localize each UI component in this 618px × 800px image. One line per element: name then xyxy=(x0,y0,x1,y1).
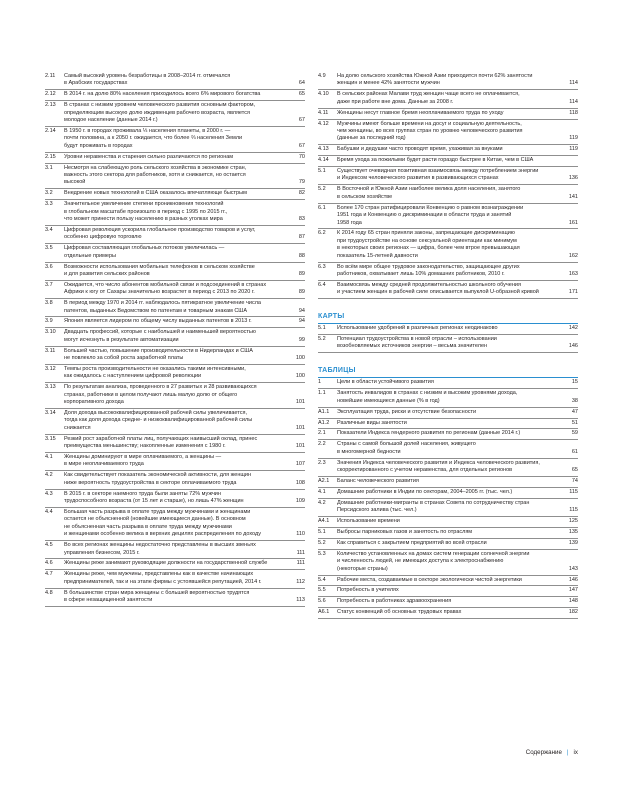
entry-title: Различные виды занятости xyxy=(337,419,407,426)
toc-entry xyxy=(318,90,578,108)
entry-number: 2.11 xyxy=(45,73,56,79)
entry-title: Потенциал трудоустройства в новой отрасли – использовании возобновляемых источников энергии – весьма значителен xyxy=(337,336,497,350)
entry-title: Статус конвенций об основных трудовых правах xyxy=(337,609,462,616)
entry-title: Несмотря на слабеющую роль сельского хозяйства в экономике стран, важность этого сектора для работников, хотя и снижается, но остается высокой xyxy=(64,164,247,186)
entry-page: 141 xyxy=(568,193,578,200)
entry-page: 100 xyxy=(295,373,305,380)
entry-page: 70 xyxy=(298,153,305,160)
entry-title: В период между 1970 и 2014 гг. наблюдалось пятикратное увеличение числа патентов, выданных Ведомством по патентам и товарным знакам США xyxy=(64,300,261,314)
entry-number: 2.2 xyxy=(318,441,326,448)
entry-title: Доля дохода высококвалифицированной рабочей силы увеличивается, тогда как доля дохода средне- и низкоквалифицированной рабочей силы снижается xyxy=(64,410,253,431)
toc-entry xyxy=(318,440,578,458)
entry-title: Значительное увеличение степени проникновения технологий в глобальном масштабе произошло в период с 1995 по 2015 гг., что может принести пользу населению в разных уголках мира xyxy=(64,201,228,222)
entry-page: 87 xyxy=(298,234,305,241)
toc-entry xyxy=(318,459,578,477)
entry-title: Женщины реже, чем мужчины, представлены как в качестве начинающих предпринимателей, так и на этапе фирмы с устоявшейся репутацией, 2014 г. xyxy=(64,571,262,585)
toc-entry xyxy=(318,389,578,407)
toc-entry xyxy=(45,471,305,489)
toc-entry xyxy=(318,120,578,146)
toc-entry xyxy=(318,204,578,230)
entry-number: A4.1 xyxy=(318,518,330,525)
entry-number: 3.15 xyxy=(45,435,56,442)
entry-page: 51 xyxy=(571,419,578,426)
entry-page: 99 xyxy=(298,336,305,343)
maps-list xyxy=(318,324,578,353)
entry-title: Уровни неравенства и старения сильно различаются по регионам xyxy=(64,153,234,160)
page-footer xyxy=(440,749,578,756)
entry-page: 74 xyxy=(571,477,578,484)
toc-entry xyxy=(45,281,305,299)
entry-title: Бабушки и дедушки часто проводят время, ухаживая за внуками xyxy=(337,146,503,153)
entry-number: 2.13 xyxy=(45,102,56,109)
entry-page: 67 xyxy=(298,117,305,124)
entry-title: Большая часть разрыва в оплате труда между мужчинами и женщинами остается не объясненной (новейшие имеющиеся данные). В основном не объясненная часть разрыва в оплате труда между мужчинами и женщинами особенно велика в верхних децилях распределения по доходу xyxy=(64,509,261,538)
toc-entry xyxy=(318,263,578,281)
entry-page: 112 xyxy=(296,578,305,585)
entry-title: Двадцать профессий, которые с наибольшей и наименьшей вероятностью могут исчезнуть в результате автоматизации xyxy=(64,329,256,343)
entry-number: 4.12 xyxy=(318,120,329,127)
entry-title: Ожидается, что число абонентов мобильной связи и подсоединений в странах Африки к югу от Сахары значительно возрастет в период с 2013 по 2020 г. xyxy=(64,281,267,296)
entry-page: 82 xyxy=(298,190,305,197)
entry-number: 4.8 xyxy=(45,589,53,596)
entry-title: По результатам анализа, проведенного в 27 развитых и 28 развивающихся странах, работники в целом получают лишь малую долю от общего корпоративного дохода xyxy=(64,384,257,406)
entry-number: 6.4 xyxy=(318,281,326,288)
entry-number: 4.4 xyxy=(45,509,53,515)
toc-entry xyxy=(45,435,305,453)
entry-number: 4.7 xyxy=(45,571,53,578)
entry-number: 3.1 xyxy=(45,164,53,171)
entry-title: В сельских районах Малави труд женщин чаще всего не оплачивается, даже при работе вне дома. Данные за 2008 г. xyxy=(337,91,520,105)
entry-number: 2.12 xyxy=(45,91,56,98)
entry-page: 115 xyxy=(569,507,578,514)
footer-separator: | xyxy=(566,749,569,756)
maps-section-title: КАРТЫ xyxy=(318,313,578,324)
entry-page: 147 xyxy=(568,587,578,594)
entry-title: Женщины реже занимают руководящие должности на государственной службе xyxy=(64,560,268,567)
entry-number: 5.1 xyxy=(318,528,326,535)
toc-entry xyxy=(45,559,305,570)
entry-number: 3.5 xyxy=(45,245,53,252)
entry-page: 65 xyxy=(298,91,305,98)
entry-page: 119 xyxy=(569,135,578,142)
toc-entry xyxy=(45,153,305,164)
entry-title: Бремя ухода за пожилыми будет расти гораздо быстрее в Китае, чем в США xyxy=(337,157,534,164)
toc-entry xyxy=(318,378,578,389)
toc-entry xyxy=(318,429,578,440)
toc-entry xyxy=(45,508,305,541)
entry-title: Мужчины имеют больше времени на досуг и социальную деятельность, чем женщины, во всех группах стран по уровню человеческого развития (данные за последний год) xyxy=(337,120,523,142)
entry-page: 111 xyxy=(296,560,305,567)
entry-number: 5.2 xyxy=(318,539,326,546)
entry-title: Женщины доминируют в мире оплачиваемого, а женщины — в мире неоплачиваемого труда xyxy=(64,454,222,468)
toc-entry xyxy=(45,101,305,127)
toc-entry xyxy=(318,499,578,517)
entry-title: Самый высокий уровень безработицы в 2008–2014 гг. отмечался в Арабских государствах xyxy=(64,73,231,87)
right-column xyxy=(318,72,578,619)
entry-number: A1.1 xyxy=(318,408,330,415)
entry-title: Внедрение новых технологий в США оказалось впечатляюще быстрым xyxy=(64,190,247,197)
entry-title: К 2014 году 65 стран приняли законы, запрещающие дискриминацию при трудоустройстве на основе сексуальной ориентации как минимум в некоторых своих регионах — цифра, более чем втрое превышающая показатель 15-летней давности xyxy=(337,230,520,259)
entry-page: 146 xyxy=(568,576,578,583)
toc-entry xyxy=(45,490,305,508)
entry-title: В Восточной и Южной Азии наиболее велика доля населения, занятого в сельском хозяйстве xyxy=(337,186,521,200)
entry-number: 5.1 xyxy=(318,325,326,332)
entry-page: 142 xyxy=(568,325,578,332)
entry-number: A2.1 xyxy=(318,477,330,484)
toc-entry xyxy=(318,185,578,203)
entry-page: 136 xyxy=(568,175,578,182)
entry-number: 3.2 xyxy=(45,190,53,197)
entry-title: Большей частью, повышение производительности в Нидерландах и США не повлекло за собой роста заработной платы xyxy=(64,347,253,362)
entry-number: 3.4 xyxy=(45,226,53,233)
toc-entry xyxy=(45,226,305,244)
toc-entry xyxy=(318,109,578,120)
entry-title: Показатели Индекса гендерного развития по регионам (данные 2014 г.) xyxy=(337,430,521,437)
toc-entry xyxy=(318,324,578,335)
entry-page: 125 xyxy=(568,518,578,525)
entry-number: 4.9 xyxy=(318,73,326,79)
entry-number: 4.13 xyxy=(318,146,329,153)
entry-title: Рабочие места, создаваемые в секторе экологически чистой энергетики xyxy=(337,576,522,583)
entry-page: 111 xyxy=(296,549,305,556)
left-column xyxy=(45,72,305,607)
toc-entry xyxy=(45,164,305,190)
entry-number: 3.10 xyxy=(45,329,56,336)
toc-entry xyxy=(45,589,305,607)
entry-title: Использование удобрений в различных регионах неодинаково xyxy=(337,325,498,332)
entry-number: 4.6 xyxy=(45,560,53,567)
entry-number: 5.5 xyxy=(318,587,326,594)
entry-title: Резкий рост заработной платы лиц, получающих наивысший оклад, принес преимущества меньшинству; накопленные изменения с 1980 г. xyxy=(64,435,258,450)
entry-number: 4.11 xyxy=(318,109,329,116)
entry-page: 64 xyxy=(298,80,305,87)
entry-page: 113 xyxy=(296,597,305,604)
entry-page: 101 xyxy=(295,424,305,431)
entry-page: 83 xyxy=(298,216,305,222)
entry-title: Домашние работники в Индии по секторам, 2004–2005 гг. (тыс. чел.) xyxy=(337,488,513,495)
entry-number: 6.1 xyxy=(318,204,326,211)
entry-page: 79 xyxy=(298,179,305,186)
entry-page: 118 xyxy=(569,109,578,116)
entry-page: 88 xyxy=(298,252,305,259)
toc-entry xyxy=(45,263,305,281)
toc-entry xyxy=(45,189,305,200)
entry-title: Женщины несут главное бремя неоплачиваемого труда по уходу xyxy=(337,109,504,116)
toc-entry xyxy=(318,72,578,90)
entry-title: В 2015 г. в секторе наемного труда были заняты 72% мужчин трудоспособного возраста (от 15 лет и старше), но лишь 47% женщин xyxy=(64,490,244,505)
entry-title: Как справиться с закрытием предприятий во всей отрасли xyxy=(337,539,487,546)
entry-number: 4.1 xyxy=(45,454,53,461)
toc-entry xyxy=(318,477,578,488)
toc-entry xyxy=(45,90,305,101)
entry-title: Взаимосвязь между средней продолжительностью школьного обучения и участием женщин в рабочей силе описывается выпуклой U-образной кривой xyxy=(337,281,539,296)
toc-entry xyxy=(318,488,578,499)
toc-entry xyxy=(318,576,578,587)
tables-list xyxy=(318,378,578,619)
entry-title: Потребность в работниках здравоохранения xyxy=(337,598,452,605)
entry-title: Более 170 стран ратифицировали Конвенцию о равном вознаграждении 1951 года и Конвенцию о дискриминации в области труда и занятий 1958 года xyxy=(337,204,524,226)
toc-entry xyxy=(45,347,305,365)
toc-entry xyxy=(45,383,305,409)
entry-title: Значения Индекса человеческого развития и Индекса человеческого развития, скорректированного с учетом неравенства, для отдельных регионов xyxy=(337,459,540,474)
entry-title: Выбросы парниковых газов и занятость по отраслям xyxy=(337,528,473,535)
entry-page: 47 xyxy=(571,408,578,415)
entry-title: Домашние работники-мигранты в странах Совета по сотрудничеству стран Персидского залива (тыс. чел.) xyxy=(337,499,530,514)
entry-number: 3.11 xyxy=(45,347,56,354)
entry-title: Япония является лидером по общему числу выданных патентов в 2013 г. xyxy=(64,318,252,325)
entry-title: Как свидетельствует показатель экономической активности, для женщин ниже вероятность трудоустройства в секторе оплачиваемого труда xyxy=(64,472,252,486)
entry-page: 61 xyxy=(571,448,578,455)
footer-section-label: Содержание xyxy=(525,749,562,756)
entry-number: 3.13 xyxy=(45,384,56,391)
entry-page: 114 xyxy=(569,80,578,87)
entry-number: 2.14 xyxy=(45,127,56,134)
entry-page: 67 xyxy=(298,142,305,149)
entry-title: Количество установленных на домах систем генерации солнечной энергии и численность людей, не имеющих доступа к электроснабжению (некоторые страны) xyxy=(337,550,530,572)
toc-entry xyxy=(318,608,578,619)
entry-number: 1 xyxy=(318,379,322,386)
entry-number: 5.2 xyxy=(318,336,326,343)
entry-title: В большинстве стран мира женщины с большей вероятностью трудятся в сфере незащищенной занятости xyxy=(64,589,250,604)
entry-number: 4.5 xyxy=(45,542,53,549)
entry-number: A1.2 xyxy=(318,419,330,426)
entry-page: 94 xyxy=(298,307,305,314)
entry-page: 135 xyxy=(568,528,578,535)
toc-entry xyxy=(318,597,578,608)
entry-page: 163 xyxy=(568,270,578,277)
entry-title: В 1950 г. в городах проживала ⅓ населения планеты, в 2000 г. — почти половина, а к 2050 г. ожидается, что более ⅔ населения Земли будут проживать в городах xyxy=(64,127,243,149)
entry-number: 1.1 xyxy=(318,390,326,397)
entry-page: 171 xyxy=(568,289,578,296)
entry-page: 107 xyxy=(295,461,305,468)
entry-page: 94 xyxy=(298,318,305,325)
entry-title: В 2014 г. на долю 80% населения приходилось всего 6% мирового богатства xyxy=(64,91,261,98)
entry-page: 161 xyxy=(568,219,578,226)
entry-number: 4.14 xyxy=(318,157,329,164)
entry-title: Занятость инвалидов в странах с низким и высоким уровнями дохода, новейшие имеющиеся данные (% в год) xyxy=(337,390,518,404)
entry-page: 89 xyxy=(298,270,305,277)
entry-number: 6.3 xyxy=(318,263,326,270)
entry-number: 5.4 xyxy=(318,576,326,583)
toc-entry xyxy=(318,528,578,539)
entry-title: Баланс человеческого развития xyxy=(337,477,419,484)
entry-number: 2.15 xyxy=(45,153,56,160)
toc-entry xyxy=(318,408,578,419)
entry-number: 6.2 xyxy=(318,230,326,237)
entry-number: A6.1 xyxy=(318,609,330,616)
toc-entry xyxy=(318,156,578,167)
toc-entry xyxy=(45,409,305,435)
toc-entry xyxy=(318,517,578,528)
tables-section-title: ТАБЛИЦЫ xyxy=(318,367,578,378)
entry-page: 182 xyxy=(568,609,578,616)
entry-page: 101 xyxy=(295,399,305,406)
entry-number: 4.3 xyxy=(45,490,53,497)
entry-page: 15 xyxy=(571,379,578,386)
entry-page: 108 xyxy=(295,479,305,486)
entry-number: 5.6 xyxy=(318,598,326,605)
entry-number: 3.8 xyxy=(45,300,53,307)
toc-entry xyxy=(318,229,578,262)
toc-entry xyxy=(45,317,305,328)
entry-title: Цифровая революция ускорила глобальное производство товаров и услуг, особенно цифровую торговлю xyxy=(64,226,256,241)
entry-number: 3.14 xyxy=(45,410,56,417)
entry-page: 162 xyxy=(568,252,578,259)
entry-title: Цифровая составляющая глобальных потоков увеличилась — отдельные примеры xyxy=(64,245,225,259)
entry-number: 3.6 xyxy=(45,263,53,270)
entry-page: 110 xyxy=(296,531,305,538)
entry-number: 3.7 xyxy=(45,281,53,288)
entry-title: В странах с низким уровнем человеческого развития основным фактором, определяющим высокую долю иждивенцев рабочего возраста, является молодое население (данные 2014 г.) xyxy=(64,102,256,124)
toc-entry xyxy=(318,145,578,156)
toc-entry xyxy=(318,586,578,597)
entry-page: 148 xyxy=(568,598,578,605)
toc-entry xyxy=(45,453,305,471)
figures-list-continued xyxy=(318,72,578,299)
entry-title: Во всём мире общее трудовое законодательство, защищающее других работников, охватывает лишь 10% домашних работников, 2010 г. xyxy=(337,263,520,277)
toc-entry xyxy=(45,541,305,559)
entry-number: 2.1 xyxy=(318,430,326,437)
page-number: ix xyxy=(573,749,578,756)
toc-entry xyxy=(45,127,305,153)
entry-page: 101 xyxy=(295,443,305,450)
toc-entry xyxy=(318,335,578,353)
entry-page: 139 xyxy=(568,539,578,546)
entry-title: На долю сельского хозяйства Южной Азии приходится почти 62% занятости женщин и менее 42% занятости мужчин xyxy=(337,73,533,87)
entry-number: 4.2 xyxy=(45,472,53,479)
entry-number: 3.12 xyxy=(45,366,56,372)
entry-page: 119 xyxy=(569,146,578,153)
toc-entry xyxy=(318,539,578,550)
entry-number: 5.2 xyxy=(318,186,326,193)
toc-entry xyxy=(318,167,578,185)
entry-page: 65 xyxy=(571,467,578,474)
entry-page: 146 xyxy=(568,343,578,350)
entry-page: 143 xyxy=(568,565,578,572)
entry-number: 3.9 xyxy=(45,318,53,325)
entry-title: Во всех регионах женщины недостаточно представлены в высших звеньях управления бизнесом, 2015 г. xyxy=(64,542,256,556)
entry-title: Существует очевидная позитивная взаимосвязь между потреблением энергии и Индексом человеческого развития в развивающихся странах xyxy=(337,168,539,182)
entry-page: 59 xyxy=(571,430,578,437)
entry-number: 4.2 xyxy=(318,499,326,506)
toc-entry xyxy=(318,550,578,576)
entry-page: 115 xyxy=(569,488,578,495)
entry-number: 5.3 xyxy=(318,550,326,557)
entry-page: 109 xyxy=(295,498,305,505)
entry-number: 5.1 xyxy=(318,168,326,175)
entry-title: Страны с самой большой долей населения, живущего в многомерной бедности xyxy=(337,441,476,455)
entry-page: 38 xyxy=(571,397,578,404)
entry-number: 4.1 xyxy=(318,488,326,495)
toc-entry xyxy=(318,419,578,430)
toc-entry xyxy=(45,244,305,262)
toc-entry xyxy=(45,328,305,346)
toc-entry xyxy=(45,570,305,588)
entry-title: Возможности использования мобильных телефонов в сельском хозяйстве и для развития сельских районов xyxy=(64,263,255,277)
toc-entry xyxy=(45,299,305,317)
toc-entry xyxy=(45,365,305,383)
entry-page: 114 xyxy=(569,98,578,105)
toc-entry xyxy=(45,72,305,90)
entry-page: 100 xyxy=(295,355,305,362)
entry-title: Цели в области устойчивого развития xyxy=(337,379,434,386)
entry-title: Темпы роста производительности не оказались такими интенсивными, как ожидалось с наступлением цифровой революции xyxy=(64,366,246,380)
toc-entry xyxy=(45,200,305,226)
toc-entry xyxy=(318,281,578,299)
entry-title: Потребность в учителях xyxy=(337,587,399,594)
entry-number: 3.3 xyxy=(45,201,53,208)
entry-title: Эксплуатация труда, риски и отсутствие безопасности xyxy=(337,408,477,415)
entry-title: Использование времени xyxy=(337,518,400,525)
entry-page: 89 xyxy=(298,289,305,296)
entry-number: 4.10 xyxy=(318,91,329,98)
entry-number: 2.3 xyxy=(318,459,326,466)
